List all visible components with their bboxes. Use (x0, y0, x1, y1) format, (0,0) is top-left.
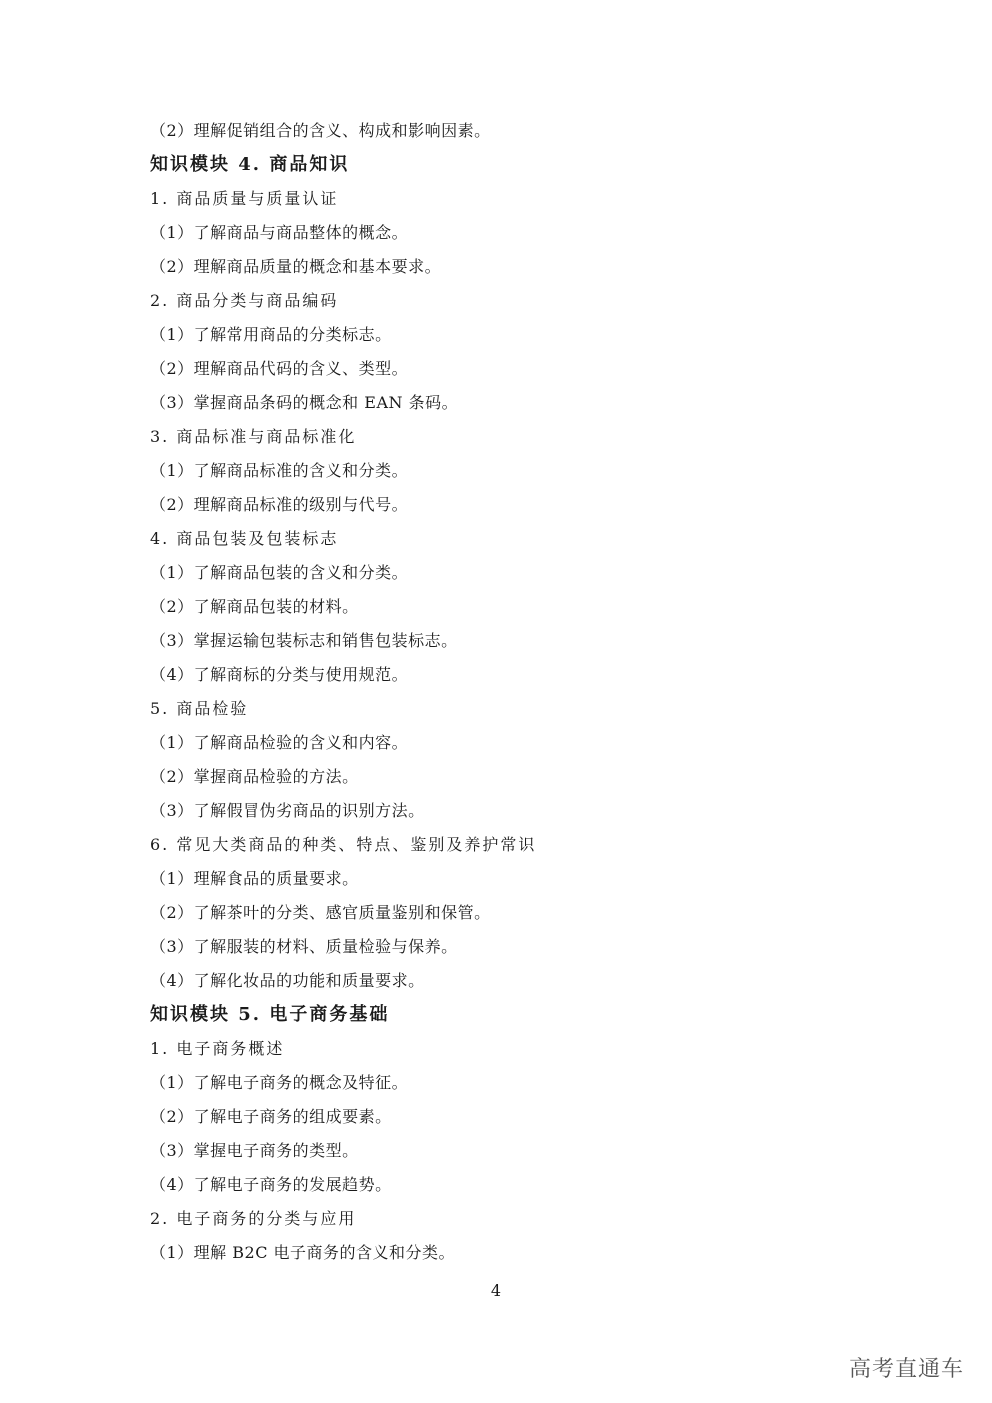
list-item: （2）理解商品质量的概念和基本要求。 (150, 257, 442, 276)
subsection-title: 3. 商品标准与商品标准化 (150, 427, 357, 446)
list-item: （1）了解常用商品的分类标志。 (150, 325, 392, 344)
section-heading: 知识模块 4. 商品知识 (150, 154, 350, 175)
list-item: （1）了解电子商务的概念及特征。 (150, 1073, 409, 1092)
list-item: （3）了解假冒伪劣商品的识别方法。 (150, 801, 425, 820)
subsection-title: 5. 商品检验 (150, 699, 249, 718)
list-item: （4）了解化妆品的功能和质量要求。 (150, 971, 425, 990)
watermark-text: 高考直通车 (848, 1357, 964, 1382)
list-item: （2）理解商品代码的含义、类型。 (150, 359, 409, 378)
list-item: （2）了解商品包装的材料。 (150, 597, 359, 616)
list-item: （1）了解商品包装的含义和分类。 (150, 563, 409, 582)
subsection-title: 1. 商品质量与质量认证 (150, 189, 339, 208)
list-item: （3）掌握商品条码的概念和 EAN 条码。 (150, 393, 459, 412)
list-item: （4）了解电子商务的发展趋势。 (150, 1175, 392, 1194)
list-item: （2）理解促销组合的含义、构成和影响因素。 (150, 121, 491, 140)
list-item: （2）理解商品标准的级别与代号。 (150, 495, 409, 514)
list-item: （1）理解 B2C 电子商务的含义和分类。 (150, 1243, 456, 1262)
list-item: （2）了解茶叶的分类、感官质量鉴别和保管。 (150, 903, 491, 922)
list-item: （2）了解电子商务的组成要素。 (150, 1107, 392, 1126)
list-item: （1）了解商品检验的含义和内容。 (150, 733, 409, 752)
section-heading: 知识模块 5. 电子商务基础 (150, 1004, 390, 1025)
list-item: （3）了解服装的材料、质量检验与保养。 (150, 937, 458, 956)
list-item: （1）了解商品标准的含义和分类。 (150, 461, 409, 480)
subsection-title: 1. 电子商务概述 (150, 1039, 285, 1058)
list-item: （2）掌握商品检验的方法。 (150, 767, 359, 786)
list-item: （3）掌握运输包装标志和销售包装标志。 (150, 631, 458, 650)
list-item: （1）了解商品与商品整体的概念。 (150, 223, 409, 242)
list-item: （1）理解食品的质量要求。 (150, 869, 359, 888)
list-item: （3）掌握电子商务的类型。 (150, 1141, 359, 1160)
subsection-title: 6. 常见大类商品的种类、特点、鉴别及养护常识 (150, 835, 537, 854)
subsection-title: 2. 电子商务的分类与应用 (150, 1209, 357, 1228)
page-number: 4 (490, 1281, 502, 1300)
subsection-title: 4. 商品包装及包装标志 (150, 529, 339, 548)
list-item: （4）了解商标的分类与使用规范。 (150, 665, 409, 684)
subsection-title: 2. 商品分类与商品编码 (150, 291, 339, 310)
